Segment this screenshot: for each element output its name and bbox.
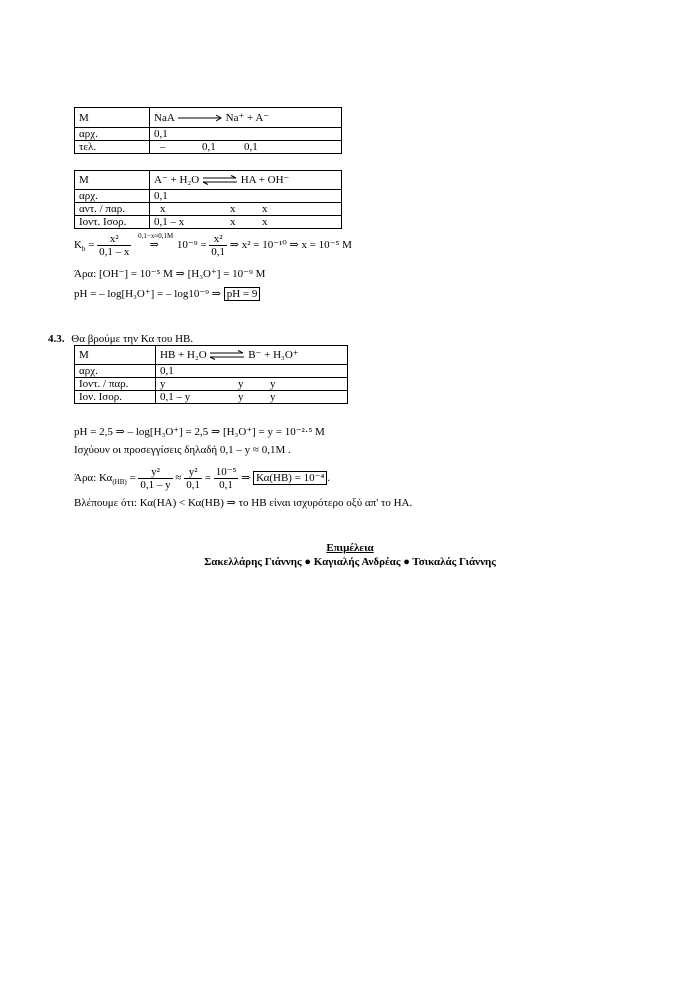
value-1: 0,1	[154, 128, 168, 140]
table-row	[75, 128, 342, 141]
footer-title: Επιμέλεια	[326, 542, 374, 554]
fraction-numerator: 10⁻⁵	[215, 466, 237, 478]
value-1: x	[160, 203, 166, 215]
row-label: αρχ.	[75, 365, 156, 378]
fraction-ka-3	[214, 466, 239, 491]
value-3: 0,1	[244, 141, 258, 153]
row-label: αρχ.	[75, 190, 150, 203]
fraction-denominator: 0,1	[219, 479, 233, 491]
fraction-numerator: y²	[184, 466, 202, 479]
table-row	[75, 378, 348, 391]
row-label: Ιον. Ισορ.	[75, 391, 156, 404]
equation-approximation: Ισχύουν οι προσεγγίσεις δηλαδή 0,1 – y ≈ 0,1M .	[74, 444, 291, 456]
kb-result: ⇒ x² = 10⁻¹⁰ ⇒ x = 10⁻⁵ M	[229, 239, 352, 252]
value-1: 0,1 – y	[160, 391, 191, 403]
value-3: y	[270, 378, 276, 390]
fraction-numerator: x²	[209, 233, 227, 246]
table-row	[75, 190, 342, 203]
kb-value: 10⁻⁹ =	[176, 239, 207, 252]
table-row	[75, 203, 342, 216]
forward-arrow-icon	[177, 114, 223, 122]
ka-boxed-answer: Κα(HB) = 10⁻⁴	[253, 471, 327, 485]
equation-ph-hb: pH = 2,5 ⇒ – log[H₃O⁺] = 2,5 ⇒ [H₃O⁺] = y = 10⁻²·⁵ M	[74, 426, 325, 438]
table-header-row	[75, 171, 342, 190]
row-label: Ιοντ. Ισορ.	[75, 216, 150, 229]
products-text: Na⁺ + A⁻	[225, 111, 270, 124]
reactants-text: A⁻ + H₂O	[154, 174, 200, 186]
value-1: 0,1	[154, 190, 168, 202]
table-dissociation-naa	[74, 107, 342, 154]
fraction-denominator: 0,1 – y	[140, 479, 171, 491]
ph-derivation: pH = – log[H₃O⁺] = – log10⁻⁹ ⇒	[74, 288, 221, 300]
reactants-text: HB + H₂O	[160, 349, 207, 361]
value-3: x	[262, 216, 268, 228]
fraction-ka-1	[138, 466, 172, 491]
equation-conclusion: Βλέπουμε ότι: Κα(HA) < Κα(HB) ⇒ το ΗΒ είναι ισχυρότερο οξύ απ' το ΗΑ.	[74, 497, 413, 509]
ka-subscript: (HB)	[112, 478, 127, 487]
equation-concentrations: Άρα: [OH⁻] = 10⁻⁵ M ⇒ [H₃O⁺] = 10⁻⁹ M	[74, 268, 266, 280]
section-intro: Θα βρούμε την Κα του ΗΒ.	[71, 333, 194, 345]
equation-ka-hb: Άρα: $K\alpha_{(HB)}$ = $\frac{\text{y²}}{0,1 - y}$ ≈ $\frac{\text{y²}}{0,1}$ = $\frac{\text{10⁻⁵}}{0,1}$ ⇒ Κα(HB) = 10⁻⁴ .	[74, 466, 331, 491]
value-2: y	[238, 391, 244, 403]
fraction-numerator: y²	[138, 466, 172, 479]
table-row	[75, 216, 342, 229]
table-ionization-hb	[74, 345, 348, 404]
table-row	[75, 391, 348, 404]
equilibrium-arrow-icon	[209, 350, 245, 360]
equilibrium-arrow-icon	[202, 175, 238, 185]
products-text: HA + OH⁻	[240, 174, 290, 186]
row-values	[156, 365, 348, 378]
ph-boxed-answer: pH = 9	[224, 287, 261, 301]
products-text: B⁻ + H₃O⁺	[248, 349, 299, 361]
value-2: x	[230, 203, 236, 215]
fraction-ka-2	[184, 466, 202, 491]
header-cell-m	[75, 108, 150, 128]
value-2: x	[230, 216, 236, 228]
fraction-denominator: 0,1	[211, 246, 226, 258]
fraction-numerator: x²	[97, 233, 131, 246]
row-values	[150, 128, 342, 141]
reactant-text: NaA	[154, 111, 175, 124]
header-cell-m	[75, 346, 156, 365]
header-label: M	[79, 174, 89, 186]
value-3: y	[270, 391, 276, 403]
row-values	[156, 378, 348, 391]
approximation-note: 0,1−x≈0,1M	[138, 232, 174, 241]
row-label: αρχ.	[75, 128, 150, 141]
kb-subscript: b	[81, 245, 86, 254]
fraction-kb-2	[209, 233, 227, 258]
table-header-row	[75, 108, 342, 128]
row-values	[150, 141, 342, 154]
table-hydrolysis-a	[74, 170, 342, 229]
value-1: 0,1	[160, 365, 174, 377]
equation-ph-result	[74, 288, 260, 301]
section-number: 4.3.	[48, 333, 65, 345]
value-3: x	[262, 203, 268, 215]
row-values	[150, 203, 342, 216]
header-cell-reaction	[150, 108, 342, 128]
equation-kb: $K_b$ = $\frac{\text{x²}}{0,1 - x}$ 0,1−x≈0,1M ⇒ 10⁻⁹ = $\frac{\text{x²}}{0,1}$ ⇒ x² = 10⁻¹⁰ ⇒ x = 10⁻⁵ M	[74, 232, 352, 258]
fraction-denominator: 0,1	[186, 479, 200, 491]
header-cell-m	[75, 171, 150, 190]
value-2: 0,1	[202, 141, 216, 153]
fraction-kb-1	[97, 233, 131, 258]
table-header-row	[75, 346, 348, 365]
table-row	[75, 141, 342, 154]
footer-authors: Σακελλάρης Γιάννης ● Καγιαλής Ανδρέας ● Τσικαλάς Γιάννης	[204, 556, 496, 568]
fraction-denominator: 0,1 – x	[99, 246, 130, 258]
kb-symbol: K	[74, 239, 82, 252]
row-values	[150, 190, 342, 203]
value-1: 0,1 – x	[154, 216, 185, 228]
table-row	[75, 365, 348, 378]
row-label: τελ.	[75, 141, 150, 154]
row-values	[156, 391, 348, 404]
header-label: M	[79, 349, 89, 361]
header-cell-reaction	[150, 171, 342, 190]
ka-prefix: Άρα: Κα	[74, 472, 113, 485]
header-label: M	[79, 111, 89, 124]
row-values	[150, 216, 342, 229]
value-1: –	[160, 141, 166, 153]
row-label: αντ. / παρ.	[75, 203, 150, 216]
row-label: Ιοντ. / παρ.	[75, 378, 156, 391]
header-cell-reaction	[156, 346, 348, 365]
value-2: y	[238, 378, 244, 390]
value-1: y	[160, 378, 166, 390]
